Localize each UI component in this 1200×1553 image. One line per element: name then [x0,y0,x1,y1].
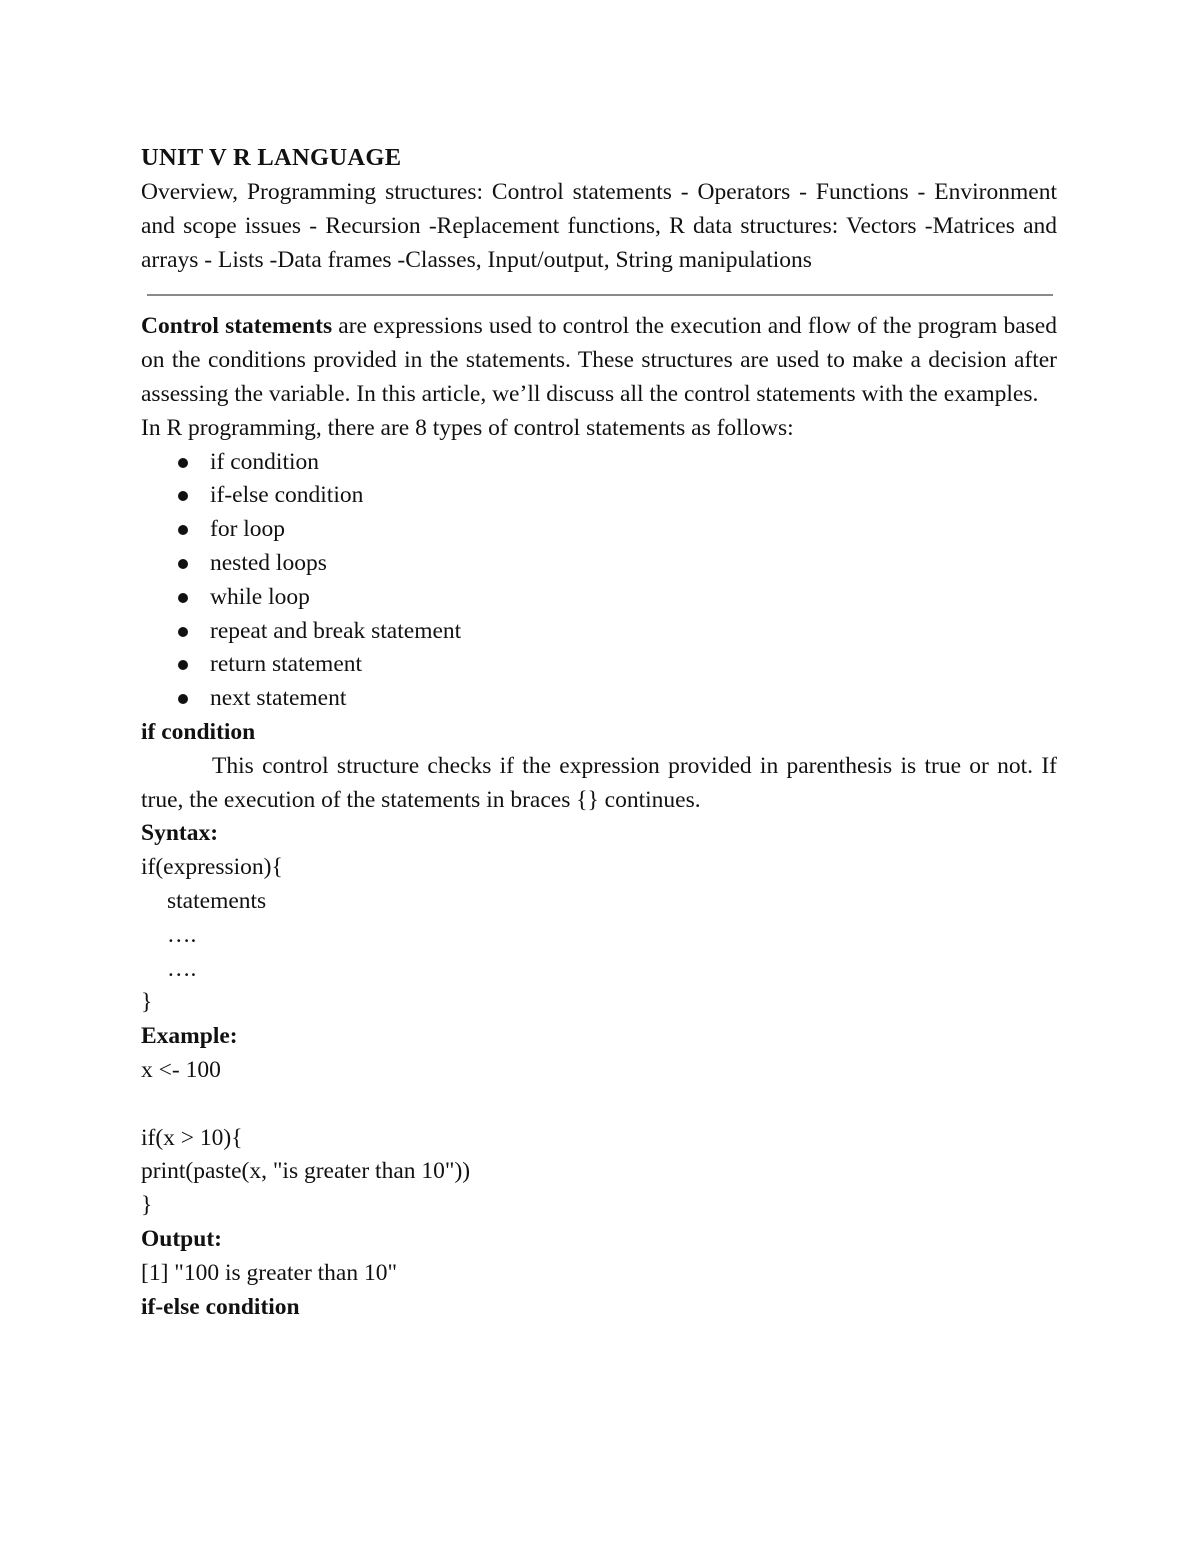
syllabus-text: Overview, Programming structures: Control statements - Operators - Functions - Environment and scope issues - Recursion -Replacement functions, R data structures: Vectors -Matrices and arrays - Lists -Data frames -Classes, Input/output, String manipulations [141,179,1057,273]
list-item: return statement [177,648,1057,682]
types-intro: In R programming, there are 8 types of control statements as follows: [141,414,794,441]
syntax-block [141,851,1057,1020]
code-line: if(expression){ [141,854,283,881]
bullet-icon [178,593,188,603]
bullet-icon [178,694,188,704]
code-line-blank [141,1088,1057,1122]
code-line: x <- 100 [141,1056,221,1083]
syntax-label: Syntax: [141,820,219,847]
code-line: …. [167,921,197,948]
output-line: [1] "100 is greater than 10" [141,1259,398,1286]
control-types-list [141,446,1057,716]
horizontal-divider [147,294,1053,296]
output-label: Output: [141,1225,222,1252]
code-line: if(x > 10){ [141,1124,243,1151]
if-condition-description: This control structure checks if the expression provided in parenthesis is true or not. If true, the execution of the statements in braces {} continues. [141,752,1057,813]
bullet-icon [178,525,188,535]
intro-text: are expressions used to control the execution and flow of the program based on the conditions provided in the statements. These structures are used to make a decision after assessing the variable. In this article, we’ll discuss all the control statements with the examples. [141,313,1057,407]
bullet-icon [178,627,188,637]
if-condition-heading: if condition [141,718,256,745]
if-else-heading: if-else condition [141,1293,300,1320]
list-item: if-else condition [177,479,1057,513]
list-item: next statement [177,682,1057,716]
bullet-icon [178,458,188,468]
unit-title: UNIT V R LANGUAGE [141,144,402,171]
code-line: statements [167,887,267,914]
code-line: print(paste(x, "is greater than 10")) [141,1158,471,1185]
bullet-icon [178,660,188,670]
code-line: …. [167,955,197,982]
code-line: } [141,989,153,1016]
document-page [141,140,1057,1324]
list-item: while loop [177,581,1057,615]
list-item: repeat and break statement [177,615,1057,649]
bullet-icon [178,491,188,501]
example-block [141,1054,1057,1223]
code-line: } [141,1192,153,1219]
list-item: nested loops [177,547,1057,581]
intro-paragraph [141,310,1057,411]
list-item: for loop [177,513,1057,547]
intro-term: Control statements [141,313,333,340]
example-label: Example: [141,1023,238,1050]
bullet-icon [178,559,188,569]
list-item: if condition [177,446,1057,480]
